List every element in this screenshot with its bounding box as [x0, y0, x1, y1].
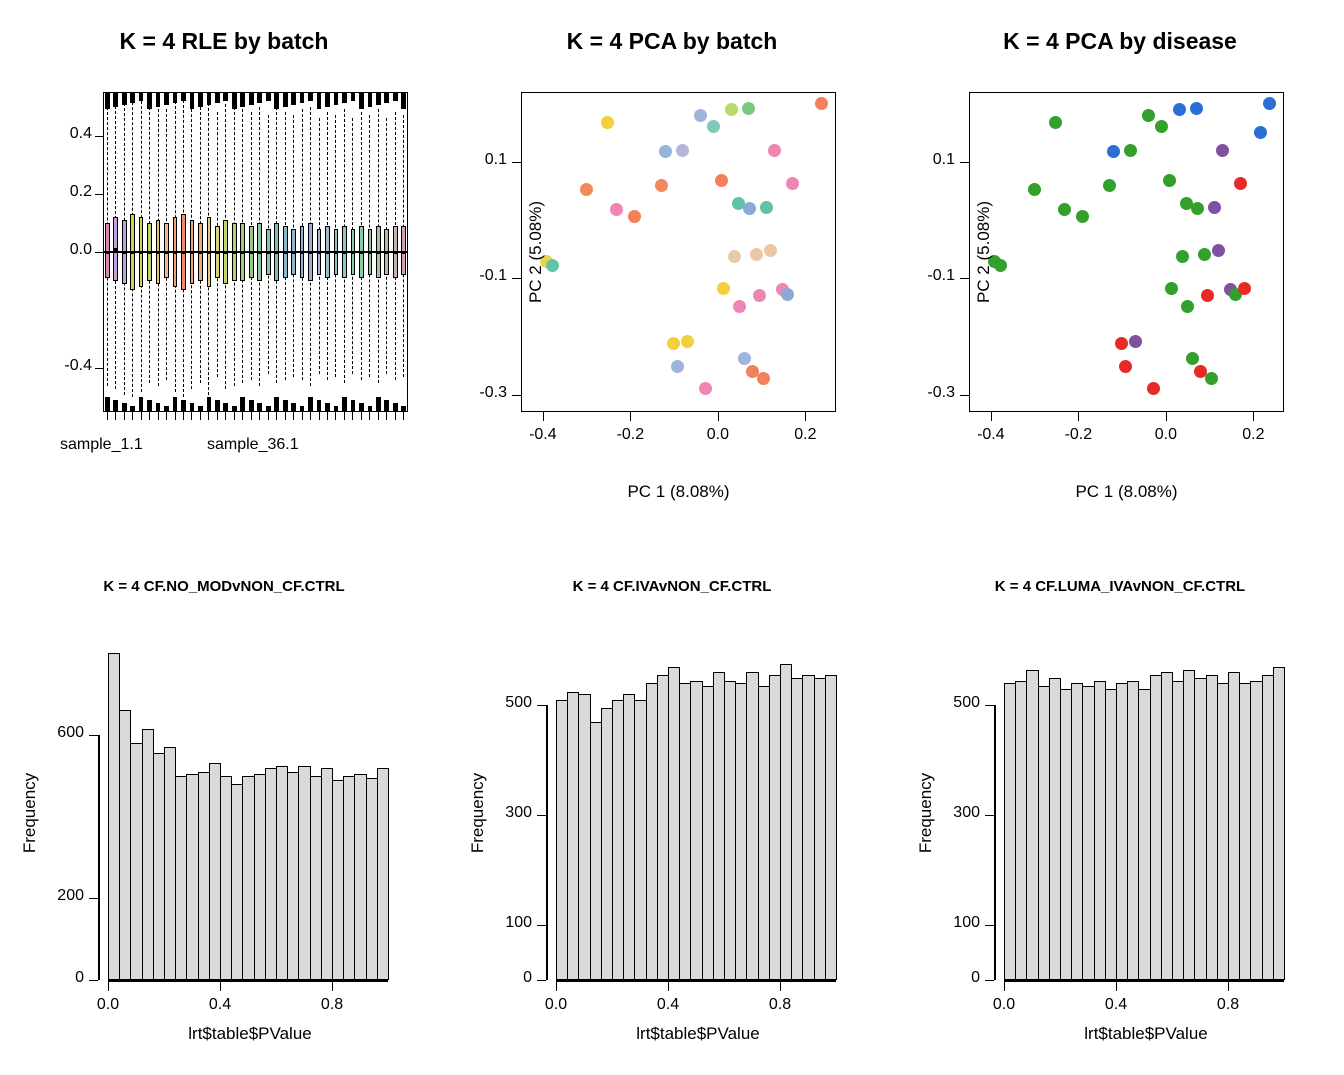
rle-x-tick: [403, 412, 404, 420]
scatter-x-tick: [1078, 412, 1079, 421]
scatter-point: [733, 300, 746, 313]
rle-outlier: [156, 93, 161, 107]
scatter-x-tick: [1166, 412, 1167, 421]
scatter-point: [1165, 282, 1178, 295]
scatter-x-tick: [543, 412, 544, 421]
scatter-point: [1173, 103, 1186, 116]
rle-outlier: [384, 93, 389, 103]
rle-x-tick: [166, 412, 167, 420]
rle-y-tick: [95, 136, 103, 137]
scatter-point: [1142, 109, 1155, 122]
hist-x-tick: [1004, 982, 1005, 991]
hist-x-tick-label: 0.8: [320, 996, 344, 1013]
rle-x-tick: [107, 412, 108, 420]
hist-x-tick-label: 0.4: [1104, 996, 1128, 1013]
scatter-point: [1263, 97, 1276, 110]
scatter-point: [1212, 244, 1225, 257]
scatter-x-tick: [1253, 412, 1254, 421]
scatter-y-tick: [512, 162, 521, 163]
rle-x-tick: [293, 412, 294, 420]
panel-pca-by-disease: [896, 0, 1344, 540]
hist2-y-axis-label: Frequency: [468, 772, 487, 854]
rle-x-tick: [344, 412, 345, 420]
rle-x-tick: [335, 412, 336, 420]
rle-outlier: [164, 93, 169, 105]
scatter-point: [1049, 116, 1062, 129]
scatter-point: [1115, 337, 1128, 350]
rle-outlier: [198, 93, 203, 107]
rle-x-tick: [141, 412, 142, 420]
scatter-point: [1058, 203, 1071, 216]
pca-batch-y-axis-label: PC 2 (5.08%): [526, 200, 545, 304]
rle-y-tick-label: 0.2: [69, 182, 92, 200]
scatter-x-tick-label: 0.0: [1154, 426, 1177, 443]
rle-outlier: [190, 93, 195, 109]
hist-x-tick-label: 0.0: [96, 996, 120, 1013]
rle-x-tick: [302, 412, 303, 420]
hist-x-tick: [780, 982, 781, 991]
rle-x-tick: [251, 412, 252, 420]
rle-outlier: [130, 406, 135, 411]
scatter-x-tick-label: 0.0: [706, 426, 729, 443]
rle-outlier: [215, 93, 220, 103]
rle-x-tick: [158, 412, 159, 420]
rle-y-tick-label: -0.4: [64, 357, 92, 375]
rle-outlier: [342, 397, 347, 411]
rle-y-tick: [95, 252, 103, 253]
rle-outlier: [300, 93, 305, 103]
rle-outlier: [401, 93, 406, 109]
hist-y-tick-label: 600: [57, 723, 84, 741]
rle-outlier: [207, 397, 212, 411]
hist-y-tick: [985, 815, 994, 816]
scatter-point: [1186, 352, 1199, 365]
panel-rle-by-batch: [0, 0, 448, 540]
panel-title-rle: K = 4 RLE by batch: [119, 28, 329, 54]
rle-outlier: [368, 93, 373, 107]
rle-x-tick: [200, 412, 201, 420]
rle-x-tick: [369, 412, 370, 420]
rle-outlier: [181, 93, 186, 101]
scatter-point: [717, 282, 730, 295]
hist-y-tick: [985, 705, 994, 706]
rle-x-tick: [183, 412, 184, 420]
scatter-point: [728, 250, 741, 263]
rle-outlier: [376, 93, 381, 105]
rle-outlier: [147, 93, 152, 109]
rle-outlier: [190, 403, 195, 411]
scatter-y-tick-label: -0.1: [479, 267, 507, 285]
scatter-x-tick-label: -0.4: [529, 426, 557, 443]
rle-x-tick: [175, 412, 176, 420]
hist-x-tick-label: 0.4: [656, 996, 680, 1013]
scatter-y-tick: [960, 395, 969, 396]
rle-x-tick: [242, 412, 243, 420]
pca-batch-x-axis-label: PC 1 (8.08%): [627, 482, 730, 501]
rle-y-tick: [95, 368, 103, 369]
panel-title-hist3: K = 4 CF.LUMA_IVAvNON_CF.CTRL: [994, 578, 1246, 595]
rle-x-tick-label-last: sample_36.1: [207, 436, 299, 453]
rle-outlier: [223, 93, 228, 101]
hist-y-axis-line: [98, 735, 100, 980]
scatter-point: [742, 102, 755, 115]
hist2-x-axis-label: lrt$table$PValue: [636, 1024, 760, 1043]
panel-histogram-cf-no-mod: [0, 540, 448, 1075]
hist-x-tick-label: 0.0: [992, 996, 1016, 1013]
rle-outlier: [257, 403, 262, 411]
scatter-point: [738, 352, 751, 365]
rle-x-tick: [378, 412, 379, 420]
rle-y-tick: [95, 194, 103, 195]
rle-outlier: [283, 93, 288, 107]
rle-outlier: [173, 93, 178, 103]
hist1-x-axis-label: lrt$table$PValue: [188, 1024, 312, 1043]
hist-x-tick: [556, 982, 557, 991]
hist-y-tick: [985, 980, 994, 981]
scatter-x-tick-label: 0.2: [794, 426, 817, 443]
rle-outlier: [113, 93, 118, 107]
scatter-point: [694, 109, 707, 122]
rle-outlier: [198, 406, 203, 411]
scatter-point: [1107, 145, 1120, 158]
scatter-point: [715, 174, 728, 187]
hist1-y-axis-label: Frequency: [20, 772, 39, 854]
scatter-point: [994, 259, 1007, 272]
panel-title-pca-disease: K = 4 PCA by disease: [1003, 28, 1237, 54]
panel-pca-by-batch: [448, 0, 896, 540]
hist-x-tick-label: 0.8: [768, 996, 792, 1013]
rle-outlier: [291, 403, 296, 411]
hist3-y-axis-label: Frequency: [916, 772, 935, 854]
hist-y-tick-label: 0: [523, 969, 532, 986]
scatter-point: [1208, 201, 1221, 214]
hist-x-tick-label: 0.8: [1216, 996, 1240, 1013]
rle-outlier: [173, 397, 178, 411]
scatter-point: [1129, 335, 1142, 348]
scatter-y-tick-label: -0.3: [479, 383, 507, 401]
scatter-point: [667, 337, 680, 350]
panel-title-hist1: K = 4 CF.NO_MODvNON_CF.CTRL: [103, 578, 345, 595]
rle-outlier: [181, 400, 186, 411]
hist-y-tick-label: 100: [953, 914, 980, 932]
hist-y-tick: [537, 705, 546, 706]
hist-x-tick-label: 0.0: [544, 996, 568, 1013]
rle-outlier: [266, 93, 271, 101]
rle-outlier: [325, 403, 330, 411]
rle-outlier: [240, 93, 245, 107]
hist-y-tick-label: 100: [505, 914, 532, 932]
scatter-point: [1176, 250, 1189, 263]
hist-y-tick-label: 500: [953, 694, 980, 712]
rle-outlier: [368, 406, 373, 411]
scatter-y-tick: [960, 162, 969, 163]
scatter-point: [1181, 300, 1194, 313]
rle-x-tick: [395, 412, 396, 420]
hist-y-tick: [537, 980, 546, 981]
rle-outlier: [249, 93, 254, 105]
rle-x-tick: [327, 412, 328, 420]
scatter-point: [764, 244, 777, 257]
rle-outlier: [317, 93, 322, 109]
rle-outlier: [283, 400, 288, 411]
scatter-y-tick-label: 0.1: [484, 150, 507, 168]
scatter-point: [676, 144, 689, 157]
rle-outlier: [240, 397, 245, 411]
rle-x-tick: [310, 412, 311, 420]
scatter-x-tick-label: -0.4: [977, 426, 1005, 443]
hist-y-tick: [985, 925, 994, 926]
rle-outlier: [232, 406, 237, 411]
rle-outlier: [334, 406, 339, 411]
rle-outlier: [223, 403, 228, 411]
rle-x-tick-label-first: sample_1.1: [60, 436, 143, 453]
rle-outlier: [139, 93, 144, 101]
hist-x-axis-line: [108, 980, 388, 982]
hist-x-axis-line: [1004, 980, 1284, 982]
rle-outlier: [274, 397, 279, 411]
hist-y-tick: [89, 980, 98, 981]
rle-x-tick: [386, 412, 387, 420]
rle-outlier: [376, 397, 381, 411]
rle-outlier: [105, 397, 110, 411]
scatter-point: [743, 202, 756, 215]
rle-x-tick: [225, 412, 226, 420]
hist-y-tick: [89, 898, 98, 899]
scatter-point: [768, 144, 781, 157]
hist-y-axis-line: [994, 705, 996, 980]
rle-outlier: [105, 93, 110, 109]
rle-outlier: [359, 93, 364, 109]
rle-outlier: [308, 397, 313, 411]
rle-x-tick: [259, 412, 260, 420]
scatter-x-tick-label: -0.2: [616, 426, 645, 443]
rle-outlier: [351, 93, 356, 101]
hist-x-tick: [668, 982, 669, 991]
rle-x-tick: [319, 412, 320, 420]
rle-outlier: [232, 93, 237, 109]
scatter-point: [655, 179, 668, 192]
rle-x-tick: [276, 412, 277, 420]
rle-outlier: [300, 406, 305, 411]
panel-title-pca-batch: K = 4 PCA by batch: [566, 28, 778, 54]
rle-x-tick: [285, 412, 286, 420]
rle-outlier: [207, 93, 212, 105]
rle-outlier: [266, 406, 271, 411]
hist-x-tick-label: 0.4: [208, 996, 232, 1013]
scatter-y-tick-label: -0.1: [927, 267, 955, 285]
hist-y-tick-label: 0: [75, 969, 84, 986]
scatter-x-tick: [718, 412, 719, 421]
rle-x-tick: [115, 412, 116, 420]
rle-x-tick: [268, 412, 269, 420]
rle-outlier: [257, 93, 262, 103]
rle-outlier: [291, 93, 296, 105]
rle-outlier: [393, 403, 398, 411]
rle-x-tick: [217, 412, 218, 420]
hist-y-tick: [537, 815, 546, 816]
rle-y-tick-label: 0.4: [69, 124, 92, 142]
hist-x-axis-line: [556, 980, 836, 982]
hist-x-tick: [1116, 982, 1117, 991]
rle-outlier: [342, 93, 347, 103]
rle-outlier: [130, 93, 135, 103]
rle-x-tick: [352, 412, 353, 420]
hist-x-tick: [1228, 982, 1229, 991]
hist-y-tick-label: 200: [57, 887, 84, 905]
rle-x-tick: [208, 412, 209, 420]
rle-x-tick: [132, 412, 133, 420]
rle-zero-line: [103, 251, 408, 253]
hist-x-tick: [108, 982, 109, 991]
scatter-x-tick-label: -0.2: [1064, 426, 1093, 443]
hist-y-tick-label: 300: [505, 804, 532, 822]
scatter-point: [1191, 202, 1204, 215]
rle-outlier: [122, 93, 127, 105]
rle-x-tick: [234, 412, 235, 420]
hist-y-tick-label: 0: [971, 969, 980, 986]
hist-y-tick-label: 500: [505, 694, 532, 712]
rle-outlier: [215, 400, 220, 411]
scatter-y-tick: [960, 278, 969, 279]
histogram-bar: [1273, 667, 1285, 980]
scatter-point: [610, 203, 623, 216]
panel-histogram-cf-iva: [448, 540, 896, 1075]
scatter-point: [546, 259, 559, 272]
rle-outlier: [113, 400, 118, 411]
rle-outlier: [122, 403, 127, 411]
panel-histogram-cf-luma-iva: [896, 540, 1344, 1075]
histogram-bar: [377, 768, 389, 980]
scatter-point: [601, 116, 614, 129]
rle-outlier: [317, 400, 322, 411]
rle-y-tick-label: 0.0: [69, 241, 92, 258]
scatter-x-tick: [805, 412, 806, 421]
rle-outlier: [393, 93, 398, 101]
rle-outlier: [351, 400, 356, 411]
rle-outlier: [164, 406, 169, 411]
scatter-point: [1163, 174, 1176, 187]
rle-outlier: [401, 406, 406, 411]
scatter-point: [1103, 179, 1116, 192]
rle-x-tick: [124, 412, 125, 420]
hist-y-axis-line: [546, 705, 548, 980]
rle-outlier: [139, 397, 144, 411]
scatter-point: [757, 372, 770, 385]
histogram-bar: [825, 675, 837, 980]
scatter-point: [659, 145, 672, 158]
hist-y-tick: [89, 735, 98, 736]
scatter-y-tick: [512, 278, 521, 279]
rle-outlier: [308, 93, 313, 101]
scatter-point: [1205, 372, 1218, 385]
rle-x-tick: [191, 412, 192, 420]
scatter-x-tick: [630, 412, 631, 421]
scatter-y-tick: [512, 395, 521, 396]
scatter-point: [760, 201, 773, 214]
hist-x-tick: [220, 982, 221, 991]
scatter-y-tick-label: 0.1: [932, 150, 955, 168]
rle-outlier: [359, 403, 364, 411]
scatter-point: [1190, 102, 1203, 115]
hist-y-tick-label: 300: [953, 804, 980, 822]
scatter-point: [725, 103, 738, 116]
hist-y-tick: [537, 925, 546, 926]
scatter-y-tick-label: -0.3: [927, 383, 955, 401]
rle-outlier: [147, 400, 152, 411]
rle-outlier: [274, 93, 279, 109]
panel-title-hist2: K = 4 CF.IVAvNON_CF.CTRL: [572, 578, 772, 595]
pca-disease-y-axis-label: PC 2 (5.08%): [974, 200, 993, 304]
scatter-point: [1124, 144, 1137, 157]
rle-outlier: [384, 400, 389, 411]
rle-outlier: [325, 93, 330, 107]
scatter-x-tick: [991, 412, 992, 421]
scatter-point: [1216, 144, 1229, 157]
rle-x-tick: [361, 412, 362, 420]
rle-x-tick: [149, 412, 150, 420]
pca-disease-x-axis-label: PC 1 (8.08%): [1075, 482, 1178, 501]
hist-x-tick: [332, 982, 333, 991]
rle-outlier: [334, 93, 339, 105]
hist3-x-axis-label: lrt$table$PValue: [1084, 1024, 1208, 1043]
scatter-x-tick-label: 0.2: [1242, 426, 1265, 443]
rle-outlier: [249, 400, 254, 411]
scatter-point: [815, 97, 828, 110]
rle-outlier: [156, 403, 161, 411]
scatter-point: [681, 335, 694, 348]
